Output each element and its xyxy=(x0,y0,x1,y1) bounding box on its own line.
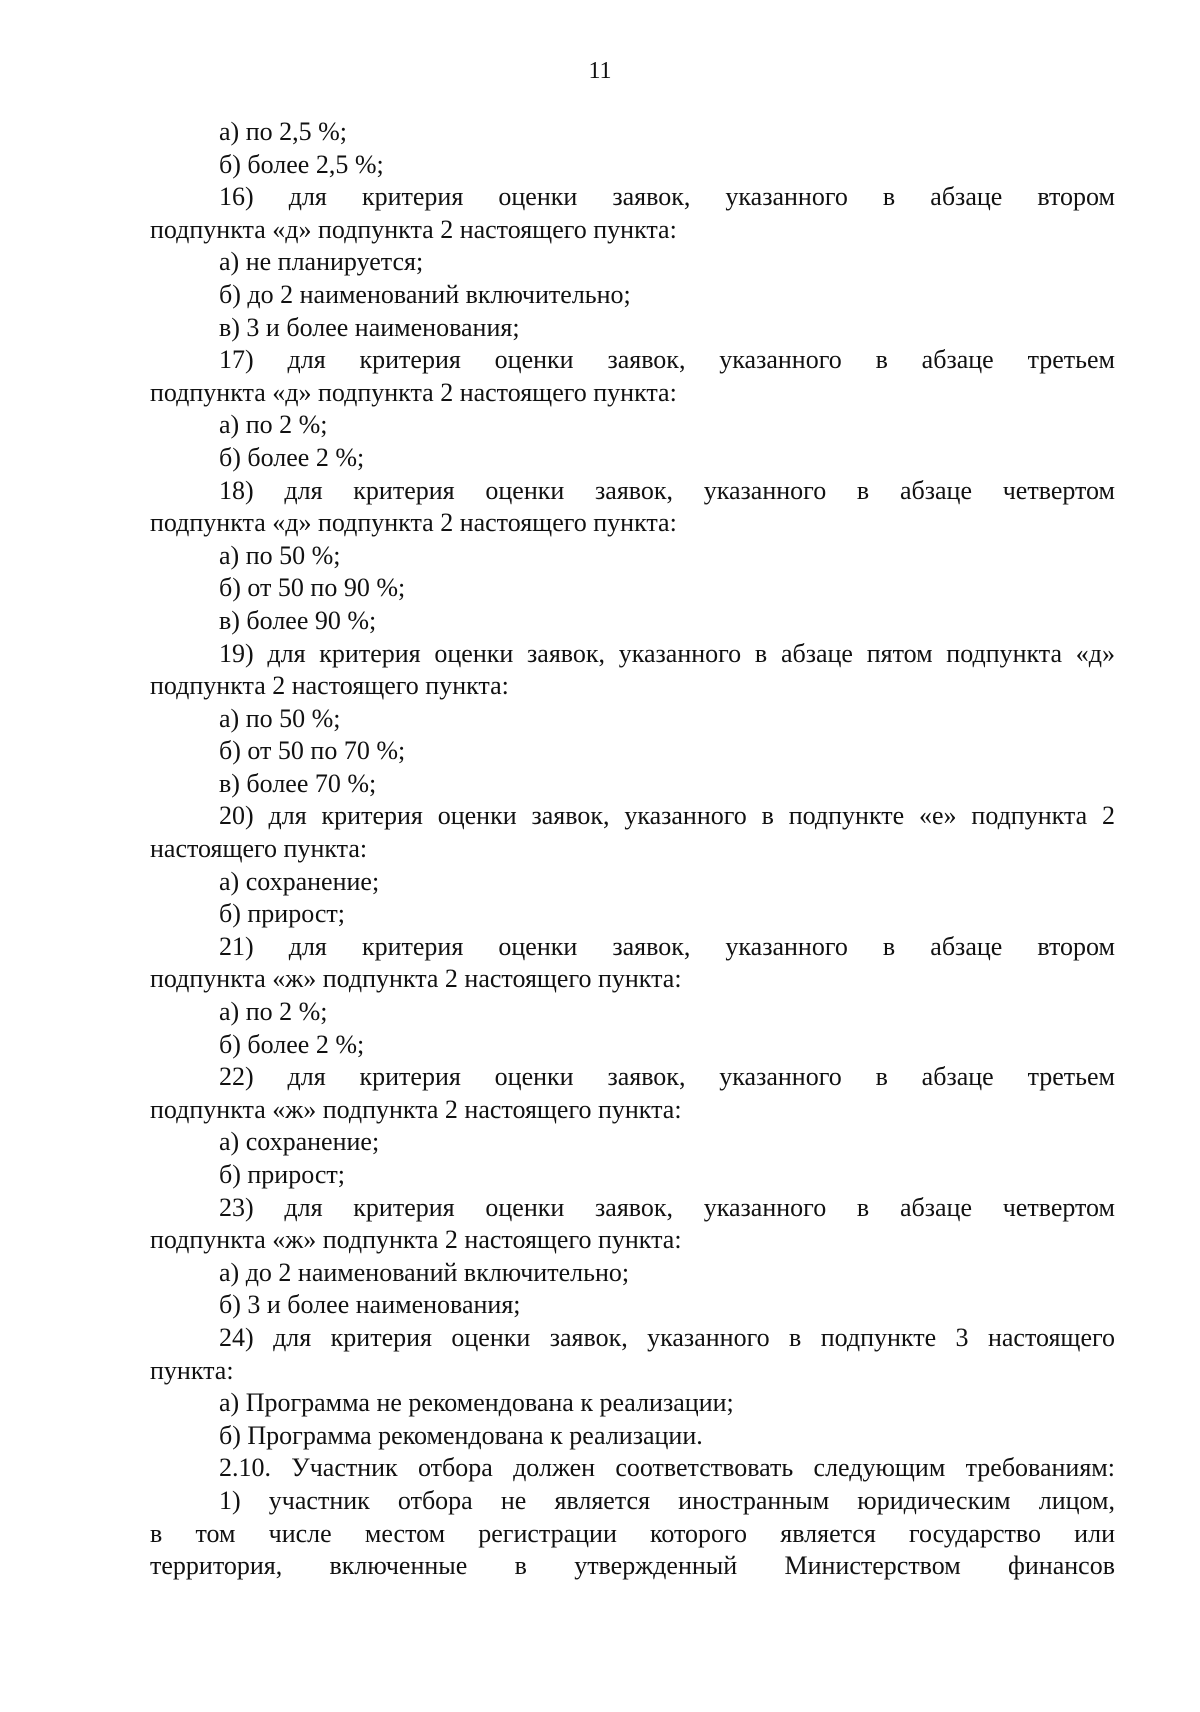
text-line: а) по 50 %; xyxy=(219,540,341,570)
text-line: подпункта «д» подпункта 2 настоящего пункта: xyxy=(150,214,677,244)
text-line: б) 3 и более наименования; xyxy=(219,1290,521,1320)
text-line: а) по 50 %; xyxy=(219,703,341,733)
text-line: б) прирост; xyxy=(219,1160,345,1189)
text-line: в) 3 и более наименования; xyxy=(219,312,520,342)
text-line: б) от 50 по 90 %; xyxy=(219,573,406,603)
text-line: 18) для критерия оценки заявок, указанного в абзаце четвертом xyxy=(219,475,1115,505)
text-line: 21) для критерия оценки заявок, указанного в абзаце втором xyxy=(219,931,1115,961)
text-line: подпункта «д» подпункта 2 настоящего пункта: xyxy=(150,508,677,538)
text-line: б) более 2 %; xyxy=(219,1029,365,1059)
text-line: 22) для критерия оценки заявок, указанного в абзаце третьем xyxy=(219,1062,1115,1092)
text-line: подпункта «ж» подпункта 2 настоящего пункта: xyxy=(150,1094,682,1124)
text-line: 23) для критерия оценки заявок, указанного в абзаце четвертом xyxy=(219,1192,1115,1222)
text-line: а) по 2 %; xyxy=(219,997,328,1027)
text-line: а) по 2 %; xyxy=(219,410,328,440)
text-line: а) сохранение; xyxy=(219,866,380,896)
text-line: территория, включенные в утвержденный Министерством финансов xyxy=(150,1551,1115,1581)
text-line: 17) для критерия оценки заявок, указанного в абзаце третьем xyxy=(219,345,1115,375)
text-line: настоящего пункта: xyxy=(150,834,368,864)
text-line: а) до 2 наименований включительно; xyxy=(219,1257,630,1287)
text-line: 24) для критерия оценки заявок, указанного в подпункте 3 настоящего xyxy=(219,1322,1115,1352)
text-line: 1) участник отбора не является иностранным юридическим лицом, xyxy=(219,1485,1115,1515)
document-body xyxy=(150,116,1115,1583)
text-line: в) более 70 %; xyxy=(219,768,377,798)
text-line: б) Программа рекомендована к реализации. xyxy=(219,1420,703,1450)
text-line: б) от 50 по 70 %; xyxy=(219,736,406,766)
text-line: 19) для критерия оценки заявок, указанного в абзаце пятом подпункта «д» xyxy=(219,638,1115,668)
text-line: подпункта 2 настоящего пункта: xyxy=(150,671,509,701)
text-line: а) не планируется; xyxy=(219,247,424,277)
text-line: б) до 2 наименований включительно; xyxy=(219,279,631,309)
text-line: а) Программа не рекомендована к реализации; xyxy=(219,1388,734,1418)
text-line: в том числе местом регистрации которого является государство или xyxy=(150,1518,1115,1548)
text-line: подпункта «ж» подпункта 2 настоящего пункта: xyxy=(150,1225,682,1255)
text-line: б) более 2,5 %; xyxy=(219,149,384,179)
text-line: 2.10. Участник отбора должен соответствовать следующим требованиям: xyxy=(219,1453,1115,1483)
page-number: 11 xyxy=(588,58,612,84)
text-line: подпункта «д» подпункта 2 настоящего пункта: xyxy=(150,377,677,407)
text-line: пункта: xyxy=(150,1355,234,1385)
text-line: подпункта «ж» подпункта 2 настоящего пункта: xyxy=(150,964,682,994)
text-line: а) по 2,5 %; xyxy=(219,117,347,146)
text-line: 16) для критерия оценки заявок, указанного в абзаце втором xyxy=(219,182,1115,212)
text-line: 20) для критерия оценки заявок, указанного в подпункте «е» подпункта 2 xyxy=(219,801,1115,831)
text-line: б) прирост; xyxy=(219,899,345,929)
text-line: б) более 2 %; xyxy=(219,442,365,472)
text-line: в) более 90 %; xyxy=(219,605,377,635)
text-line: а) сохранение; xyxy=(219,1127,380,1157)
